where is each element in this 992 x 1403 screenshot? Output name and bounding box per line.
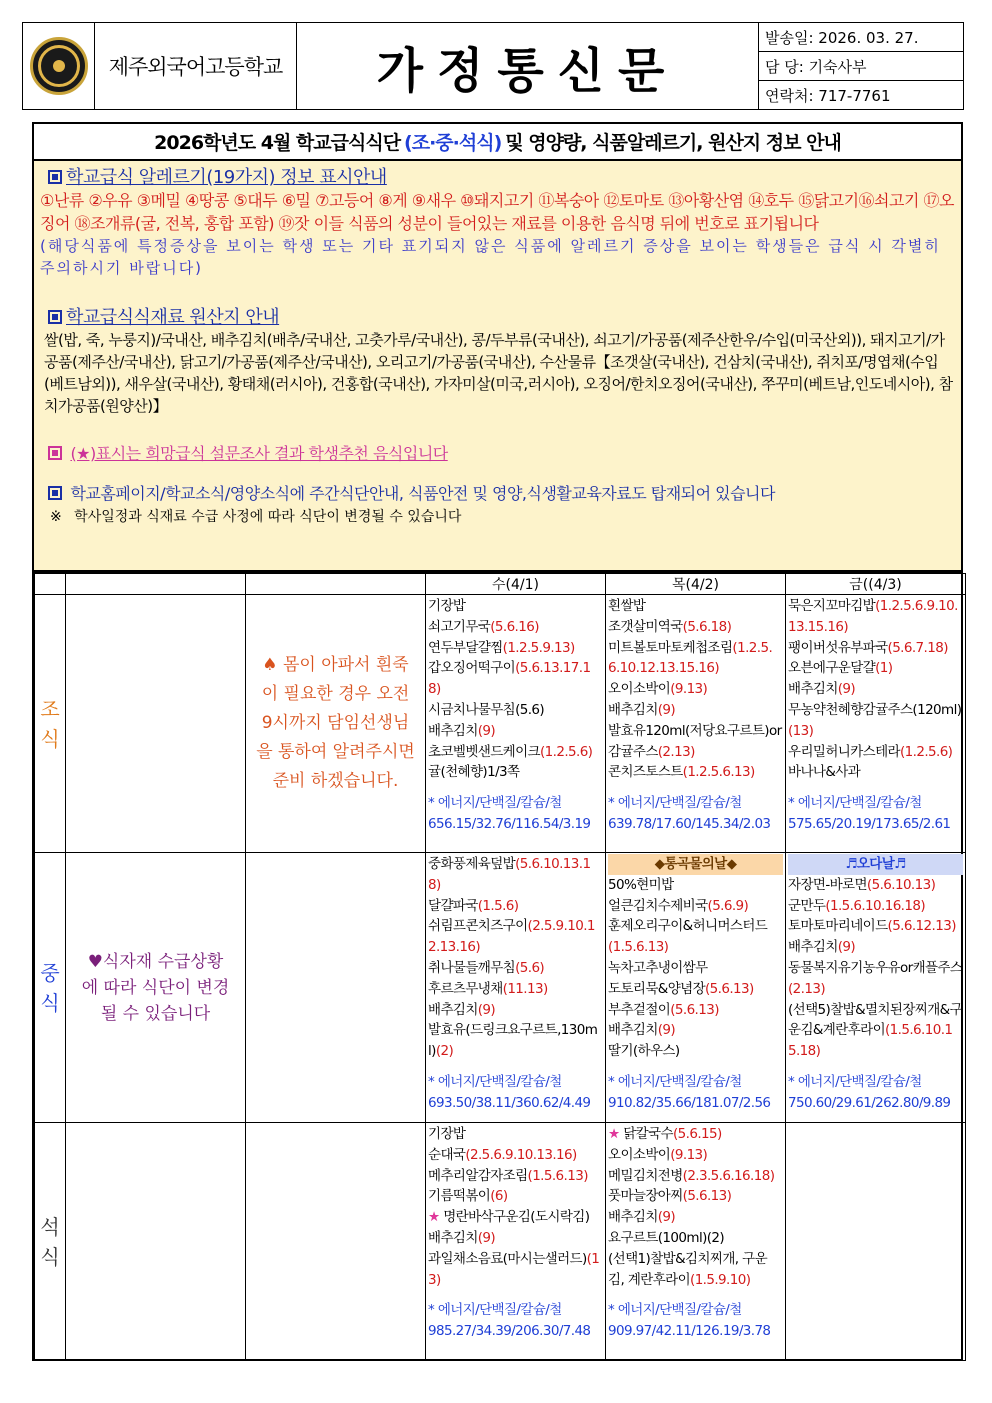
menu-item-name: 갑오징어떡구이: [428, 660, 516, 677]
headline-meals: (조·중·석식): [404, 132, 502, 154]
person-in-charge: 담 당: 기숙사부: [759, 52, 963, 81]
menu-item: [608, 1020, 783, 1041]
star-icon: ★: [428, 1209, 440, 1226]
menu-item-name: 달걀파국: [428, 897, 478, 914]
menu-item: [428, 596, 603, 617]
menu-item: [608, 896, 783, 917]
allergy-codes: (1.5.9.10): [690, 1271, 751, 1288]
headline-pre: 2026학년도 4월 학교급식식단: [154, 132, 401, 154]
allergy-codes: (5.6.13): [670, 1001, 719, 1018]
allergy-codes: (9): [657, 701, 676, 718]
meal-label-lunch: 중식: [35, 853, 66, 1123]
menu-item: [608, 1166, 783, 1187]
school-logo-cell: [23, 23, 95, 109]
menu-item: [428, 1124, 603, 1145]
menu-item-name: 부추겉절이: [608, 1001, 671, 1018]
menu-item-name: 배추김치: [608, 1022, 658, 1039]
menu-item: [788, 742, 963, 763]
menu-item: [428, 762, 603, 783]
allergy-codes: (2.5.9.10.12.13.16): [428, 918, 595, 956]
notice-body: [34, 161, 961, 570]
menu-item: [608, 762, 783, 783]
menu-item: [428, 700, 603, 721]
menu-item: [428, 1166, 603, 1187]
menu-item: [608, 638, 783, 680]
allergy-codes: (5.6.13.17.18): [428, 660, 591, 698]
menu-item: [608, 958, 783, 979]
allergy-codes: (9): [657, 1209, 676, 1226]
menu-item: [608, 617, 783, 638]
nutrition-values: 656.15/32.76/116.54/3.19: [428, 815, 591, 832]
caution-row: [40, 505, 955, 528]
menu-cell: [786, 595, 966, 853]
menu-item-name: 녹차고추냉이쌈무: [608, 959, 708, 976]
document-title: 가정통신문: [376, 42, 679, 99]
menu-item-name: 흰쌀밥: [608, 598, 646, 614]
menu-item: [428, 916, 603, 958]
menu-item-name: 기장밥: [428, 1126, 466, 1142]
star-note: (★)표시는 희망급식 설문조사 결과 학생추천 음식입니다: [70, 444, 448, 463]
menu-item-name: 배추김치: [788, 939, 838, 956]
menu-item-name: 토마토마리네이드: [788, 918, 888, 935]
allergy-codes: (5.6.10.13): [866, 876, 936, 893]
menu-item: [428, 1228, 603, 1249]
nutrition-label: * 에너지/단백질/칼슘/철: [608, 795, 742, 812]
menu-item: [608, 979, 783, 1000]
menu-item: [608, 916, 783, 958]
nutrition-values: 909.97/42.11/126.19/3.78: [608, 1323, 771, 1340]
nutrition-label: * 에너지/단백질/칼슘/철: [608, 1302, 742, 1319]
square-bullet-icon: [48, 170, 62, 184]
menu-item: [788, 679, 963, 700]
menu-item-name: 메추리알감자조림: [428, 1167, 528, 1184]
nutrition-label: * 에너지/단백질/칼슘/철: [428, 1302, 562, 1319]
header-blank: [66, 574, 246, 595]
nutrition-label: * 에너지/단백질/칼슘/철: [428, 795, 562, 812]
menu-item: [428, 658, 603, 700]
menu-item: [788, 958, 963, 1000]
allergy-codes: (1.2.5.6.10.12.13.15.16): [608, 639, 773, 677]
menu-item-name: 군만두: [788, 897, 826, 914]
menu-item: [608, 679, 783, 700]
school-name: 제주외국어고등학교: [95, 23, 297, 109]
menu-item-name: 쉬림프콘치즈구이: [428, 918, 528, 935]
menu-item-name: 메밀김치전병: [608, 1167, 683, 1184]
menu-item-name: 오븐에구운달걀: [788, 660, 876, 677]
nutrition-values: 985.27/34.39/206.30/7.48: [428, 1323, 591, 1340]
allergy-codes: (9): [657, 1022, 676, 1039]
menu-item-name: 순대국: [428, 1146, 466, 1163]
menu-item-name: 도토리묵&양념장: [608, 980, 706, 997]
menu-cell: [606, 1123, 786, 1361]
menu-item-name: 요구르트(100ml)(2): [608, 1229, 725, 1246]
menu-item: [428, 1020, 603, 1062]
menu-item: [608, 721, 783, 763]
allergy-codes: (13): [788, 722, 814, 739]
menu-item: [428, 854, 603, 896]
web-note: 학교홈페이지/학교소식/영양소식에 주간식단안내, 식품안전 및 영양,식생활교육자료도 탑재되어 있습니다: [70, 484, 775, 503]
menu-item-name: 조갯살미역국: [608, 618, 683, 635]
header-blank: [35, 574, 66, 595]
menu-item-name: 연두부달걀찜: [428, 639, 503, 656]
menu-item: [428, 958, 603, 979]
menu-item: [428, 721, 603, 742]
menu-item-name: 기장밥: [428, 598, 466, 614]
menu-item-name: 배추김치: [788, 681, 838, 698]
menu-item-name: 발효유(드링크요구르트,130ml): [428, 1022, 598, 1060]
menu-table: [32, 572, 963, 1361]
allergy-codes: (1.5.6.13): [608, 939, 669, 956]
allergy-codes: (1): [875, 660, 893, 677]
menu-item: [608, 1145, 783, 1166]
menu-item: [428, 1186, 603, 1207]
allergy-codes: (1.2.5.6): [899, 743, 953, 760]
nutrition-label: * 에너지/단백질/칼슘/철: [788, 1073, 922, 1090]
allergy-codes: (1.5.6.10.16.18): [825, 897, 926, 914]
caution-mark: ※: [50, 509, 62, 525]
menu-item-name: ★ 명란바삭구운김(도시락김): [428, 1209, 590, 1226]
send-date: 발송일: 2026. 03. 27.: [759, 23, 963, 52]
menu-item-name: 중화풍제육덮밥: [428, 856, 516, 872]
allergy-codes: (1.2.5.6.13): [682, 764, 755, 781]
menu-item: [428, 617, 603, 638]
menu-item: [608, 1249, 783, 1291]
nutrition-values: 910.82/35.66/181.07/2.56: [608, 1094, 771, 1111]
allergy-codes: (1.2.5.6): [539, 743, 593, 760]
star-note-row: [40, 443, 955, 465]
origin-section-title: 학교급식식재료 원산지 안내: [48, 307, 279, 329]
menu-item-name: 배추김치: [428, 1229, 478, 1246]
menu-item-name: 묵은지꼬마김밥: [788, 598, 876, 614]
empty-cell: [246, 853, 426, 1123]
menu-item-name: 훈제오리구이&허니머스터드: [608, 918, 768, 935]
menu-item: [788, 1000, 963, 1062]
day-header-wed: 수(4/1): [426, 574, 606, 595]
menu-item: [788, 937, 963, 958]
menu-item: [788, 596, 963, 638]
star-icon: ★: [608, 1126, 620, 1142]
day-badge: ♬오다날♬: [788, 854, 963, 875]
menu-item: [428, 1207, 603, 1228]
breakfast-message: ♠ 몸이 아파서 흰죽이 필요한 경우 오전 9시까지 담임선생님을 통하여 알려주시면 준비 하겠습니다.: [246, 595, 426, 853]
notice-headline: [34, 124, 961, 161]
menu-item-name: 쇠고기무국: [428, 618, 491, 635]
menu-item: [428, 638, 603, 659]
menu-item: [788, 658, 963, 679]
allergy-codes: (5.6.10.13.18): [428, 856, 591, 893]
allergy-codes: (2.13): [657, 743, 695, 760]
header-blank: [246, 574, 426, 595]
allergy-codes: (9): [837, 939, 856, 956]
menu-item-name: 배추김치: [428, 1001, 478, 1018]
menu-item-name: 팽이버섯유부파국: [788, 639, 888, 656]
menu-item-name: 귤(천혜향)1/3쪽: [428, 764, 520, 781]
menu-item-name: 동물복지유기농우유or캐플주스: [788, 959, 963, 976]
allergy-codes: (9): [477, 722, 496, 739]
day-badge: ◆통곡물의날◆: [608, 854, 783, 875]
menu-cell: [786, 853, 966, 1123]
caution-text: 학사일정과 식재료 수급 사정에 따라 식단이 변경될 수 있습니다: [74, 509, 462, 525]
menu-item: [608, 875, 783, 896]
menu-item: [428, 1000, 603, 1021]
web-note-row: [40, 483, 955, 505]
allergy-codes: (9.13): [670, 1146, 708, 1163]
menu-item-name: 발효유120ml(저당요구르트)or감귤주스: [608, 722, 782, 760]
allergy-codes: (1.5.6.10.15.18): [788, 1022, 953, 1060]
meal-label-dinner: 석식: [35, 1123, 66, 1361]
square-bullet-icon: [48, 446, 62, 460]
menu-item-name: (선택1)찰밥&김치찌개, 구운김, 계란후라이: [608, 1250, 768, 1288]
nutrition-label: * 에너지/단백질/칼슘/철: [608, 1073, 742, 1090]
allergy-codes: (5.6.18): [682, 618, 732, 635]
menu-item: [428, 1249, 603, 1291]
menu-cell: [786, 1123, 966, 1361]
meal-label-breakfast: 조식: [35, 595, 66, 853]
nutrition-label: * 에너지/단백질/칼슘/철: [428, 1073, 562, 1090]
menu-item-name: ★ 닭칼국수: [608, 1126, 673, 1142]
menu-item: [788, 700, 963, 742]
menu-item-name: 배추김치: [608, 701, 658, 718]
nutrition-values: 639.78/17.60/145.34/2.03: [608, 815, 771, 832]
allergy-codes: (5.6.16): [490, 618, 539, 635]
menu-item-name: 배추김치: [428, 722, 478, 739]
menu-item-name: 후르츠무냉채: [428, 980, 503, 997]
menu-item-name: 풋마늘장아찌: [608, 1188, 683, 1205]
nutrition-label: * 에너지/단백질/칼슘/철: [788, 795, 922, 812]
allergy-codes: (11.13): [502, 980, 548, 997]
nutrition-values: 693.50/38.11/360.62/4.49: [428, 1094, 591, 1111]
allergy-codes: (1.5.6.13): [527, 1167, 588, 1184]
empty-cell: [66, 1123, 246, 1361]
allergy-codes: (9): [477, 1229, 496, 1246]
contact-number: 연락처: 717-7761: [765, 86, 891, 105]
document-header: [22, 22, 964, 110]
menu-item: [608, 596, 783, 617]
school-seal-icon: [30, 37, 88, 95]
menu-item: [608, 1207, 783, 1228]
day-header-fri: 금((4/3): [786, 574, 966, 595]
nutrition-values: 575.65/20.19/173.65/2.61: [788, 815, 951, 832]
menu-item-name: 우리밀허니카스테라: [788, 743, 900, 760]
allergy-codes: (9): [477, 1001, 496, 1018]
menu-item: [428, 742, 603, 763]
allergy-codes: (5.6): [515, 959, 545, 976]
allergy-codes: (1.2.5.6.9.10.13.15.16): [788, 598, 958, 635]
empty-cell: [66, 595, 246, 853]
menu-item-name: 오이소박이: [608, 681, 671, 698]
allergy-codes: (5.6.9): [707, 897, 749, 914]
menu-cell: [426, 853, 606, 1123]
allergy-codes: (5.6.12.13): [887, 918, 956, 935]
menu-item: [608, 1124, 783, 1145]
menu-item-name: 과일채소음료(마시는샐러드): [428, 1250, 587, 1267]
menu-item: [608, 1186, 783, 1207]
menu-cell: [606, 853, 786, 1123]
square-bullet-icon: [48, 486, 62, 500]
menu-item-name: 배추김치: [608, 1209, 658, 1226]
allergy-codes: (6): [490, 1188, 508, 1205]
menu-item: [428, 896, 603, 917]
menu-item-name: 무농약천혜향감귤주스(120ml): [788, 701, 962, 718]
menu-item: [608, 1228, 783, 1249]
lunch-message: ♥식자재 수급상황에 따라 식단이 변경될 수 있습니다: [66, 853, 246, 1123]
notice-box: [32, 122, 963, 572]
menu-item-name: (선택5)찰밥&멸치된장찌개&구운김&계란후라이: [788, 1001, 963, 1039]
menu-item-name: 취나물들깨무침: [428, 959, 516, 976]
allergy-codes: (2.3.5.6.16.18): [682, 1167, 775, 1184]
menu-item: [788, 875, 963, 896]
empty-cell: [246, 1123, 426, 1361]
allergy-codes: (13): [428, 1250, 600, 1288]
menu-item-name: 초코벨벳샌드케이크: [428, 743, 540, 760]
origin-text: 쌀(밥, 죽, 누룽지)/국내산, 배추김치(배추/국내산, 고춧가루/국내산), 콩/두부류(국내산), 쇠고기/가공품(제주산한우/수입(미국산외)), 돼지고기/가공품(제주산/국내산), 닭고기/가공품(제주산/국내산), 오리고기/가공품(국내산), 수산물류【조갯살(국내산), 건삼치(국내산), 쥐치포/명엽채(수입(베트남외)), 새우살(국내산), 황태채(러시아), 건홍합(국내산), 가자미살(미국,러시아), 오징어/한치오징어(국내산), 쭈꾸미(베트남,인도네시아), 참치가공품(원양산)】: [44, 331, 953, 415]
menu-item-name: 딸기(하우스): [608, 1043, 680, 1060]
day-header-thu: 목(4/2): [606, 574, 786, 595]
allergy-codes: (5.6.15): [672, 1126, 722, 1142]
menu-item-name: 시금치나물무침(5.6): [428, 701, 545, 718]
menu-item: [608, 1000, 783, 1021]
menu-item-name: 콘치즈토스트: [608, 764, 683, 781]
allergy-codes: (2.13): [788, 980, 825, 997]
allergy-codes: (9.13): [670, 681, 708, 698]
menu-item: [608, 700, 783, 721]
document-info: [758, 23, 963, 109]
allergy-codes: (9): [837, 681, 856, 698]
menu-item: [608, 1041, 783, 1062]
allergy-codes: (5.6.13): [705, 980, 754, 997]
allergy-codes: (2): [435, 1043, 454, 1060]
menu-item: [788, 916, 963, 937]
allergy-note: (해당식품에 특정증상을 보이는 학생 또는 기타 표기되지 않은 식품에 알레르기 증상을 보이는 학생들은 급식 시 각별히 주의하시기 바랍니다): [40, 237, 941, 277]
allergy-codes: (1.2.5.9.13): [502, 639, 575, 656]
menu-item-name: 50%현미밥: [608, 876, 674, 893]
allergy-section-title: 학교급식 알레르기(19가지) 정보 표시안내: [48, 167, 387, 189]
menu-item: [788, 896, 963, 917]
menu-item: [788, 762, 963, 783]
menu-item-name: 오이소박이: [608, 1146, 671, 1163]
menu-item: [428, 979, 603, 1000]
menu-cell: [606, 595, 786, 853]
allergy-codes: (5.6.13): [682, 1188, 732, 1205]
allergy-codes: (5.6.7.18): [887, 639, 948, 656]
nutrition-values: 750.60/29.61/262.80/9.89: [788, 1094, 951, 1111]
menu-cell: [426, 595, 606, 853]
allergy-codes: (2.5.6.9.10.13.16): [465, 1146, 577, 1163]
menu-item: [788, 638, 963, 659]
menu-item-name: 기름떡볶이: [428, 1188, 491, 1205]
menu-cell: [426, 1123, 606, 1361]
menu-item-name: 미트볼토마토케첩조림: [608, 639, 733, 656]
allergy-list: ①난류 ②우유 ③메밀 ④땅콩 ⑤대두 ⑥밀 ⑦고등어 ⑧게 ⑨새우 ⑩돼지고기 ⑪복숭아 ⑫토마토 ⑬아황산염 ⑭호두 ⑮닭고기⑯쇠고기 ⑰오징어 ⑱조개류(굴, 전복, 홍합 포함) ⑲잣 이들 식품의 성분이 들어있는 재료를 이용한 음식명 뒤에 번호로 표기됩니다: [40, 191, 954, 233]
menu-item-name: 얼큰김치수제비국: [608, 897, 708, 914]
menu-item: [428, 1145, 603, 1166]
allergy-codes: (1.5.6): [477, 897, 519, 914]
square-bullet-icon: [48, 310, 62, 324]
menu-item-name: 바나나&사과: [788, 764, 861, 781]
headline-post: 및 영양량, 식품알레르기, 원산지 정보 안내: [505, 132, 841, 154]
menu-item-name: 자장면-바로면: [788, 876, 867, 893]
